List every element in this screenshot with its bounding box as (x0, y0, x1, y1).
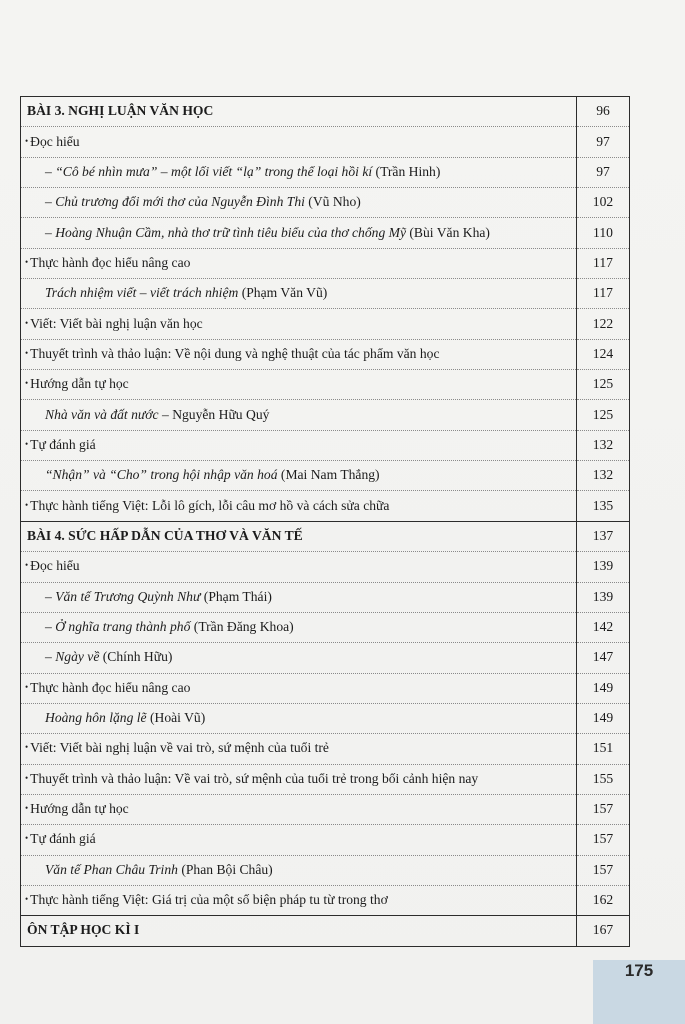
toc-section-label: Thực hành đọc hiểu nâng cao (30, 679, 191, 695)
toc-page-number: 124 (577, 339, 630, 369)
toc-page-number: 157 (577, 794, 630, 824)
toc-lesson-title: BÀI 4. SỨC HẤP DẪN CỦA THƠ VÀ VĂN TẾ (21, 521, 577, 551)
page-number: 175 (624, 961, 654, 980)
toc-row (21, 673, 630, 703)
toc-section-label: Hướng dẫn tự học (30, 376, 129, 392)
toc-row (21, 825, 630, 855)
toc-page-number: 157 (577, 855, 630, 885)
bullet-icon: • (25, 681, 29, 692)
toc-work-entry (21, 188, 577, 218)
toc-section-entry (21, 127, 577, 157)
toc-lesson-row (21, 916, 630, 946)
toc-work-author: (Hoài Vũ) (146, 710, 206, 726)
toc-section-label: Đọc hiểu (30, 133, 80, 149)
toc-row (21, 188, 630, 218)
bullet-icon: • (25, 772, 29, 783)
toc-row (21, 612, 630, 642)
bullet-icon: • (25, 378, 29, 389)
toc-work-entry (21, 582, 577, 612)
toc-section-entry (21, 491, 577, 521)
toc-section-label: Viết: Viết bài nghị luận văn học (30, 315, 203, 331)
toc-page-number: 151 (577, 734, 630, 764)
toc-page-number: 142 (577, 612, 630, 642)
toc-section-entry (21, 794, 577, 824)
toc-lesson-title: ÔN TẬP HỌC KÌ I (21, 916, 577, 946)
toc-section-label: Thuyết trình và thảo luận: Về nội dung và nghệ thuật của tác phẩm văn học (30, 345, 440, 361)
toc-work-entry (21, 612, 577, 642)
toc-work-author: (Trần Đăng Khoa) (190, 619, 294, 635)
toc-page-number: 137 (577, 521, 630, 551)
toc-page-number: 125 (577, 400, 630, 430)
toc-row (21, 491, 630, 521)
toc-row (21, 582, 630, 612)
toc-row (21, 309, 630, 339)
toc-page-number: 162 (577, 885, 630, 915)
toc-row (21, 461, 630, 491)
toc-work-entry (21, 279, 577, 309)
toc-row (21, 248, 630, 278)
toc-row (21, 855, 630, 885)
toc-page-number: 132 (577, 430, 630, 460)
toc-entry-dash: – (45, 163, 56, 179)
toc-work-title: Văn tế Trương Quỳnh Như (55, 588, 201, 604)
toc-row (21, 703, 630, 733)
toc-work-title: Trách nhiệm viết – viết trách nhiệm (45, 285, 239, 301)
bullet-icon: • (25, 135, 29, 146)
bullet-icon: • (25, 347, 29, 358)
toc-row (21, 218, 630, 248)
toc-page-number: 139 (577, 582, 630, 612)
toc-entry-dash: – (45, 649, 56, 665)
toc-page-number: 117 (577, 248, 630, 278)
toc-section-label: Tự đánh giá (30, 436, 96, 452)
toc-work-title: Ở nghĩa trang thành phố (55, 619, 191, 635)
toc-work-author: (Mai Nam Thắng) (277, 467, 380, 483)
toc-lesson-row (21, 521, 630, 551)
toc-page-number: 102 (577, 188, 630, 218)
toc-page-number: 117 (577, 279, 630, 309)
toc-work-title: Văn tế Phan Châu Trinh (45, 861, 178, 877)
toc-row (21, 279, 630, 309)
bullet-icon: • (25, 833, 29, 844)
toc-section-label: Tự đánh giá (30, 831, 96, 847)
toc-row (21, 127, 630, 157)
toc-page-number: 157 (577, 825, 630, 855)
toc-work-entry (21, 218, 577, 248)
toc-page-number: 139 (577, 552, 630, 582)
toc-page-number: 110 (577, 218, 630, 248)
toc-work-title: Nhà văn và đất nước (45, 406, 159, 422)
toc-row (21, 794, 630, 824)
toc-section-label: Thực hành tiếng Việt: Lỗi lô gích, lỗi câu mơ hồ và cách sửa chữa (30, 497, 390, 513)
toc-work-entry (21, 461, 577, 491)
toc-page-number: 149 (577, 703, 630, 733)
toc-work-title: Chủ trương đổi mới thơ của Nguyễn Đình Thi (55, 194, 305, 210)
toc-work-title: Hoàng Nhuận Cầm, nhà thơ trữ tình tiêu biểu của thơ chống Mỹ (55, 224, 406, 240)
toc-row (21, 370, 630, 400)
bullet-icon: • (25, 317, 29, 328)
toc-row (21, 339, 630, 369)
toc-work-title: “Nhận” và “Cho” trong hội nhập văn hoá (45, 467, 278, 483)
toc-section-entry (21, 430, 577, 460)
page-number-tab (593, 960, 685, 1024)
toc-entry-dash: – (45, 194, 56, 210)
toc-section-label: Đọc hiểu (30, 558, 80, 574)
bullet-icon: • (25, 438, 29, 449)
toc-work-entry (21, 855, 577, 885)
toc-section-entry (21, 764, 577, 794)
toc-section-label: Thực hành tiếng Việt: Giá trị của một số biện pháp tu từ trong thơ (30, 892, 388, 908)
bullet-icon: • (25, 560, 29, 571)
toc-page-number: 122 (577, 309, 630, 339)
bullet-icon: • (25, 803, 29, 814)
toc-row (21, 734, 630, 764)
toc-page-number: 96 (577, 97, 630, 127)
bullet-icon: • (25, 499, 29, 510)
toc-page-number: 147 (577, 643, 630, 673)
toc-row (21, 400, 630, 430)
toc-page-number: 97 (577, 157, 630, 187)
toc-page-number: 97 (577, 127, 630, 157)
toc-row (21, 157, 630, 187)
toc-entry-dash: – (45, 224, 56, 240)
toc-entry-dash: – (45, 588, 56, 604)
toc-row (21, 885, 630, 915)
toc-work-author: (Chính Hữu) (99, 649, 173, 665)
toc-work-author: (Vũ Nho) (304, 194, 361, 210)
toc-row (21, 552, 630, 582)
toc-page-number: 125 (577, 370, 630, 400)
toc-section-label: Thực hành đọc hiểu nâng cao (30, 254, 191, 270)
bullet-icon: • (25, 894, 29, 905)
toc-work-entry (21, 643, 577, 673)
toc-section-entry (21, 673, 577, 703)
toc-page-number: 132 (577, 461, 630, 491)
toc-page-number: 135 (577, 491, 630, 521)
toc-section-entry (21, 825, 577, 855)
toc-section-label: Viết: Viết bài nghị luận về vai trò, sứ mệnh của tuổi trẻ (30, 740, 329, 756)
toc-page-number: 149 (577, 673, 630, 703)
toc-section-entry (21, 552, 577, 582)
toc-section-label: Hướng dẫn tự học (30, 801, 129, 817)
bullet-icon: • (25, 742, 29, 753)
toc-work-title: “Cô bé nhìn mưa” – một lối viết “lạ” trong thể loại hồi kí (55, 163, 373, 179)
toc-row (21, 764, 630, 794)
toc-work-author: (Bùi Văn Kha) (406, 224, 490, 240)
table-of-contents (20, 96, 630, 947)
toc-work-title: Hoàng hôn lặng lẽ (45, 710, 147, 726)
toc-page-number: 155 (577, 764, 630, 794)
toc-work-author: (Phạm Thái) (200, 588, 272, 604)
toc-work-title: Ngày về (55, 649, 100, 665)
toc-lesson-row (21, 97, 630, 127)
toc-section-entry (21, 734, 577, 764)
toc-entry-dash: – (45, 619, 56, 635)
toc-work-author: (Phan Bội Châu) (177, 861, 273, 877)
toc-section-entry (21, 309, 577, 339)
toc-work-author: – Nguyễn Hữu Quý (158, 406, 270, 422)
toc-work-entry (21, 703, 577, 733)
toc-lesson-title: BÀI 3. NGHỊ LUẬN VĂN HỌC (21, 97, 577, 127)
toc-work-author: (Trần Hinh) (372, 163, 441, 179)
toc-section-entry (21, 370, 577, 400)
toc-row (21, 430, 630, 460)
bullet-icon: • (25, 256, 29, 267)
toc-section-entry (21, 339, 577, 369)
toc-section-entry (21, 248, 577, 278)
toc-work-entry (21, 157, 577, 187)
toc-work-author: (Phạm Văn Vũ) (238, 285, 328, 301)
toc-work-entry (21, 400, 577, 430)
toc-section-label: Thuyết trình và thảo luận: Về vai trò, sứ mệnh của tuổi trẻ trong bối cảnh hiện nay (30, 770, 479, 786)
toc-section-entry (21, 885, 577, 915)
toc-row (21, 643, 630, 673)
toc-page-number: 167 (577, 916, 630, 946)
